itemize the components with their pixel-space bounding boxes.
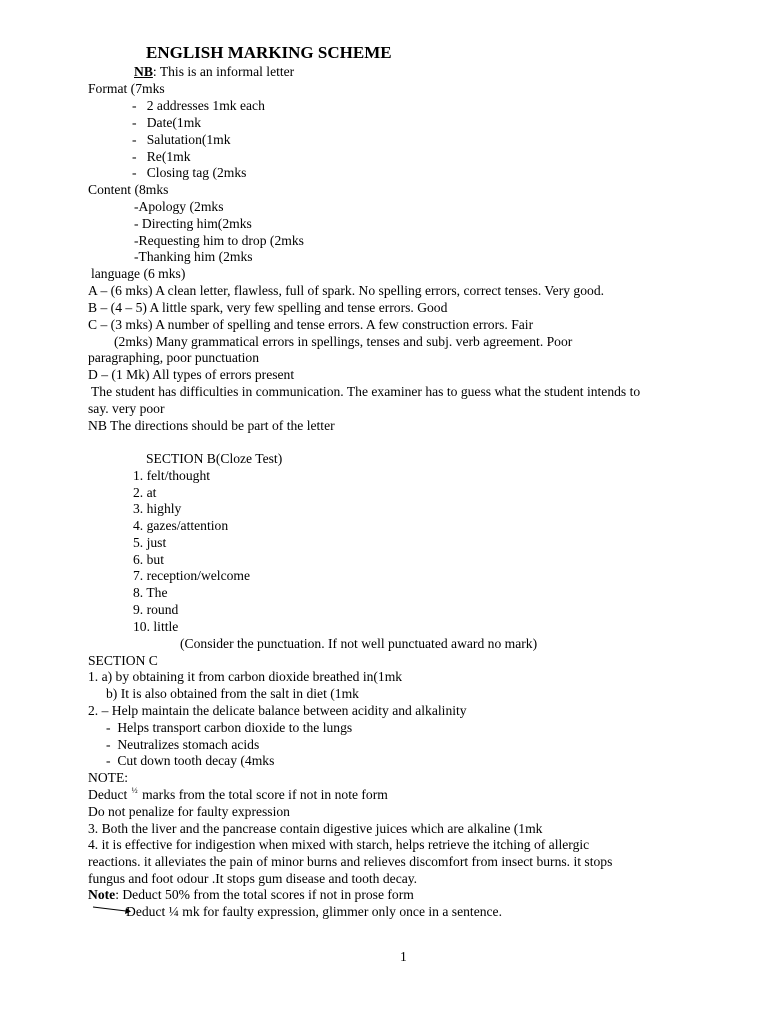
- answer-2-item: - Neutralizes stomach acids: [106, 737, 260, 752]
- nb-text: : This is an informal letter: [152, 64, 295, 79]
- deduct-note: Deduct $^{\frac{1}{2}}$ marks from the total score if not in note form: [88, 786, 388, 802]
- cloze-answer: 6. but: [133, 552, 164, 567]
- expression-note: Deduct ¼ mk for faulty expression, glimmer only once in a sentence.: [126, 904, 502, 919]
- cloze-answer: 4. gazes/attention: [133, 518, 229, 533]
- cloze-answer: 5. just: [133, 535, 167, 550]
- grade-c-detail: (2mks) Many grammatical errors in spellings, tenses and subj. verb agreement. Poor: [114, 334, 573, 349]
- format-item: - Date(1mk: [132, 115, 202, 130]
- prose-note: Note: Deduct 50% from the total scores if not in prose form: [88, 887, 414, 902]
- section-c-heading: SECTION C: [88, 653, 158, 668]
- half-fraction: ½: [131, 786, 138, 795]
- content-item: -Requesting him to drop (2mks: [134, 233, 304, 248]
- cloze-answer: 3. highly: [133, 501, 182, 516]
- grade-d-detail: The student has difficulties in communication. The examiner has to guess what the student intends to: [91, 384, 641, 399]
- grade-a: A – (6 mks) A clean letter, flawless, full of spark. No spelling errors, correct tenses. Very good.: [88, 283, 605, 298]
- grade-b: B – (4 – 5) A little spark, very few spelling and tense errors. Good: [88, 300, 448, 315]
- answer-1b: b) It is also obtained from the salt in diet (1mk: [106, 686, 359, 701]
- note-heading: NOTE:: [88, 770, 129, 785]
- answer-2-item: - Cut down tooth decay (4mks: [106, 753, 275, 768]
- grade-c-detail-cont: paragraphing, poor punctuation: [88, 350, 260, 365]
- content-heading: Content (8mks: [88, 182, 169, 197]
- page-title: ENGLISH MARKING SCHEME: [146, 43, 392, 62]
- answer-4-cont: fungus and foot odour .It stops gum disease and tooth decay.: [88, 871, 418, 886]
- format-item: - Closing tag (2mks: [132, 165, 247, 180]
- content-item: - Directing him(2mks: [134, 216, 252, 231]
- content-item: -Apology (2mks: [134, 199, 224, 214]
- answer-3: 3. Both the liver and the pancrease contain digestive juices which are alkaline (1mk: [88, 821, 543, 836]
- note-label: Note: [88, 887, 116, 902]
- answer-1a: 1. a) by obtaining it from carbon dioxide breathed in(1mk: [88, 669, 403, 684]
- answer-2: 2. – Help maintain the delicate balance between acidity and alkalinity: [88, 703, 467, 718]
- grade-d: D – (1 Mk) All types of errors present: [88, 367, 295, 382]
- punctuation-note: (Consider the punctuation. If not well punctuated award no mark): [180, 636, 538, 651]
- grade-d-detail-cont: say. very poor: [88, 401, 165, 416]
- nb-line: [134, 63, 294, 80]
- content-item: -Thanking him (2mks: [134, 249, 253, 264]
- answer-4-cont: reactions. it alleviates the pain of minor burns and relieves discomfort from insect burns. it stops: [88, 854, 613, 869]
- cloze-answer: 1. felt/thought: [133, 468, 211, 483]
- grade-c: C – (3 mks) A number of spelling and tense errors. A few construction errors. Fair: [88, 317, 534, 332]
- cloze-answer: 10. little: [133, 619, 179, 634]
- nb-directions: NB The directions should be part of the letter: [88, 418, 335, 433]
- cloze-answer: 8. The: [133, 585, 168, 600]
- cloze-answer: 9. round: [133, 602, 179, 617]
- format-item: - Re(1mk: [132, 149, 191, 164]
- format-item: - 2 addresses 1mk each: [132, 98, 265, 113]
- nb-label: NB: [134, 64, 153, 79]
- cloze-answer: 2. at: [133, 485, 157, 500]
- answer-4: 4. it is effective for indigestion when mixed with starch, helps retrieve the itching of allergic: [88, 837, 590, 852]
- page-number: 1: [400, 949, 407, 964]
- no-penalize-note: Do not penalize for faulty expression: [88, 804, 290, 819]
- format-heading: Format (7mks: [88, 81, 165, 96]
- cloze-answer: 7. reception/welcome: [133, 568, 251, 583]
- format-item: - Salutation(1mk: [132, 132, 231, 147]
- answer-2-item: - Helps transport carbon dioxide to the lungs: [106, 720, 353, 735]
- section-b-heading: SECTION B(Cloze Test): [146, 451, 283, 466]
- language-heading: language (6 mks): [91, 266, 186, 281]
